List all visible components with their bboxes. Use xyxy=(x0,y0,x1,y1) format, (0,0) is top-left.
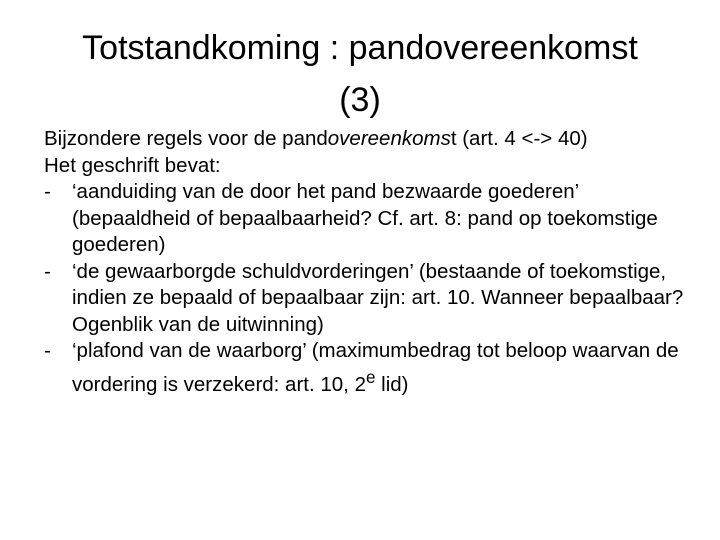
bullet-dash: - xyxy=(44,339,51,362)
intro-suffix: t (art. 4 <-> 40) xyxy=(450,127,588,150)
bullet-text: ‘aanduiding van de door het pand bezwaarde goederen’ (bepaaldheid of bepaalbaarheid? Cf. art. 8: pand op toekomstige goederen) xyxy=(72,180,658,256)
title-line-1: Totstandkoming : pandovereenkomst xyxy=(82,29,638,67)
intro-line xyxy=(44,126,684,153)
intro-prefix: Bijzondere regels voor de pand xyxy=(44,127,328,150)
bullet-tail: lid) xyxy=(375,372,409,396)
slide-title xyxy=(40,22,680,126)
superscript: e xyxy=(365,367,376,387)
bullet-dash: - xyxy=(44,259,51,283)
bullet-item xyxy=(44,259,684,339)
bullet-item xyxy=(44,179,684,259)
bullet-text: ‘plafond van de waarborg’ (maximumbedrag tot beloop waarvan de vordering is verzekerd: art. 10, 2 xyxy=(72,339,679,396)
bullet-dash: - xyxy=(44,180,51,203)
bullet-text: ‘de gewaarborgde schuldvorderingen’ (bestaande of toekomstige, indien ze bepaald of bepaalbaar zijn: art. 10. Wanneer bepaalbaar? Ogenblik van de uitwinning) xyxy=(72,259,684,336)
bullet-text-composite xyxy=(72,338,684,398)
lead-line: Het geschrift bevat: xyxy=(44,153,221,177)
bullet-item xyxy=(44,338,684,398)
slide-body xyxy=(44,126,684,398)
intro-italic: overeenkoms xyxy=(327,127,451,150)
title-line-2: (3) xyxy=(339,81,381,119)
